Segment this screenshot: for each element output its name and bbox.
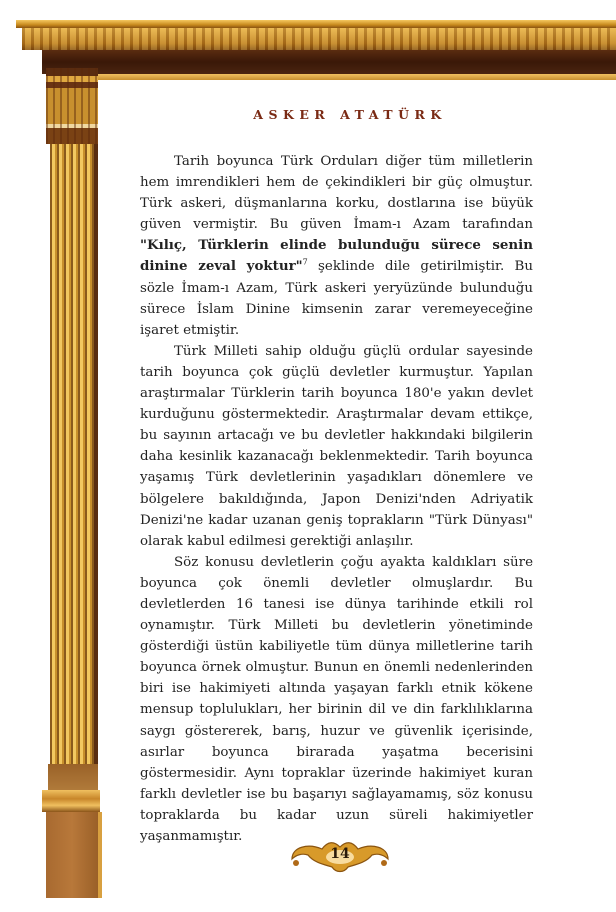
column-base <box>48 764 98 790</box>
cornice-carved-band <box>22 28 616 50</box>
footnote-ref[interactable]: 7 <box>302 258 308 267</box>
gold-column-decoration <box>46 68 98 898</box>
cornice-top-lip <box>16 20 616 28</box>
paragraph-2: Türk Milleti sahip olduğu güçlü ordular sayesinde tarih boyunca çok güçlü devletler kurmuştur. Yapılan araştırmalar Türklerin tarih boyunca 180'e yakın devlet kurduğunu göstermektedir. Araştırmalar devam ettikçe, bu sayının artacağı ve bu devletler hakkındaki bilgilerin daha kesinlik kazanacağı beklenmektedir. Tarih boyunca yaşamış Türk devletlerinin yaşadıkları dönemlere ve bölgelere bakıldığında, Japon Denizi'nden Adriyatik Denizi'ne kadar uzanan geniş toprakların "Türk Dünyası" olarak kabul edilmesi gerektiği anlaşılır. <box>140 343 533 549</box>
cornice-dark-band <box>42 50 616 74</box>
paragraph-1-text: Tarih boyunca Türk Orduları diğer tüm milletlerin hem imrendikleri hem de çekindikleri bir güç olmuştur. Türk askeri, düşmanlarına korku, dostlarına ise büyük güven vermiştir. Bu güven İmam-ı Azam tarafından <box>140 154 533 233</box>
paragraph-1-text-end: şeklinde dile getirilmiştir. Bu sözle İmam-ı Azam, Türk askeri yeryüzünde bulunduğu sürece İslam Dinine kimsenin zarar veremeyeceğine işaret etmiştir. <box>140 259 533 338</box>
cornice-bottom-lip <box>48 74 616 80</box>
column-capital <box>46 68 98 144</box>
quote-bold: "Kılıç, Türklerin elinde bulunduğu sürece senin dinine zeval yoktur" <box>140 237 533 275</box>
column-base-molding <box>42 790 100 812</box>
running-header-title: ASKER ATATÜRK <box>253 107 447 122</box>
body-text <box>140 151 533 847</box>
page-number: 14 <box>330 846 350 862</box>
column-fluted-shaft <box>50 144 98 764</box>
paragraph-3: Söz konusu devletlerin çoğu ayakta kaldıkları süre boyunca çok önemli devletler olmuşlardır. Bu devletlerden 16 tanesi ise dünya tarihinde etkili rol oynamıştır. Türk Milleti bu devletlerin yönetiminde gösterdiği üstün kabiliyetle tüm dünya milletlerine tarih boyunca örnek olmuştur. Bunun en önemli nedenlerinden biri ise hakimiyeti altında yaşayan farklı etnik kökene mensup toplulukları, her birinin dil ve din farklılıklarına saygı göstererek, barış, huzur ve güvenlik içerisinde, asırlar boyunca birarada yaşatma becerisini göstermesidir. Aynı topraklar üzerinde hakimiyet kuran farklı devletler ise bu başarıyı sağlayamamış, söz konusu topraklarda bu kadar uzun süreli hakimiyetler yaşanmamıştır. <box>140 554 533 844</box>
column-plinth <box>46 812 102 898</box>
gold-cornice-frame <box>16 20 616 86</box>
paragraph-1 <box>140 151 533 341</box>
